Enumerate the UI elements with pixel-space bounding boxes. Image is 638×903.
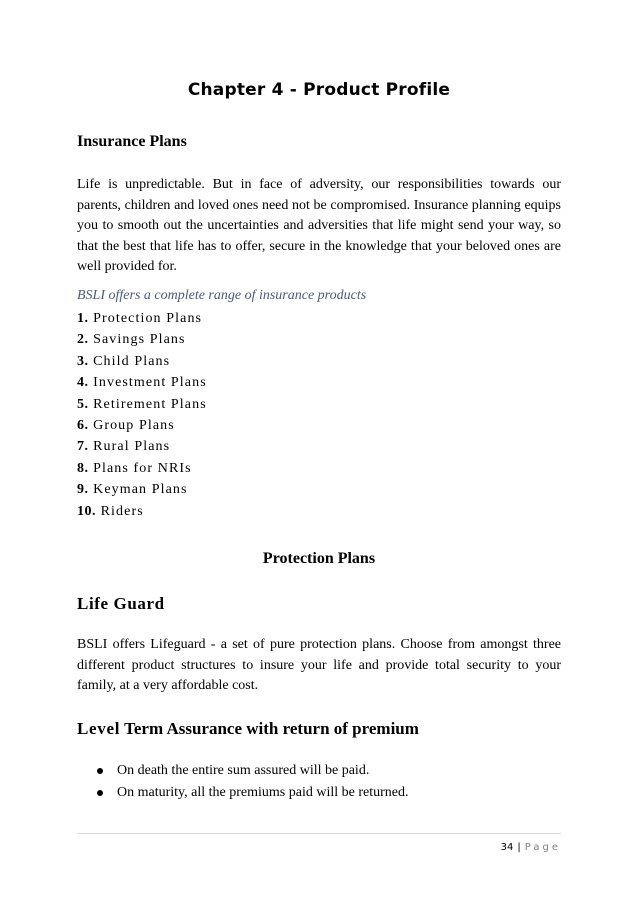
list-item-label: Savings Plans	[93, 332, 186, 348]
chapter-title: Chapter 4 - Product Profile	[187, 80, 451, 100]
list-item	[77, 436, 207, 457]
list-item-number: 10.	[77, 503, 96, 519]
insurance-plans-heading: Insurance Plans	[77, 133, 187, 150]
list-item-label: Investment Plans	[93, 375, 207, 391]
list-item	[77, 308, 207, 329]
page-label: Page	[524, 842, 561, 853]
benefit-bullet-list	[97, 760, 408, 804]
plan-list	[77, 308, 207, 522]
list-item	[97, 782, 408, 804]
level-term-heading-lead: Level	[77, 719, 121, 738]
list-item	[77, 415, 207, 436]
protection-plans-heading: Protection Plans	[262, 550, 376, 567]
list-item-number: 1.	[77, 311, 89, 326]
bullet-text: On maturity, all the premiums paid will be returned.	[117, 785, 409, 800]
bullet-text: On death the entire sum assured will be paid.	[117, 763, 370, 778]
list-item	[97, 760, 408, 782]
level-term-heading	[77, 719, 419, 739]
list-item-number: 7.	[77, 439, 89, 455]
list-item	[77, 329, 207, 350]
list-item	[77, 501, 207, 522]
page-footer	[501, 842, 561, 853]
list-item-label: Child Plans	[93, 353, 171, 369]
list-item	[77, 479, 207, 500]
level-term-heading-rest: Term Assurance with return of premium	[124, 719, 419, 738]
list-item-label: Group Plans	[93, 417, 175, 433]
list-item-number: 9.	[77, 482, 89, 498]
list-item-label: Keyman Plans	[93, 482, 188, 498]
list-item-label: Rural Plans	[93, 439, 171, 455]
list-item-number: 5.	[77, 396, 89, 412]
list-item-number: 2.	[77, 332, 89, 348]
list-item	[77, 351, 207, 372]
list-item-number: 4.	[77, 375, 89, 391]
list-item-label: Plans for NRIs	[93, 460, 192, 476]
list-item	[77, 394, 207, 415]
list-item-label: Protection Plans	[93, 311, 203, 326]
bullet-icon	[97, 790, 103, 796]
life-guard-paragraph: BSLI offers Lifeguard - a set of pure protection plans. Choose from amongst three different product structures to insure your life and provide total security to your family, at a very affordable cost.	[77, 637, 561, 693]
footer-separator: |	[517, 842, 521, 853]
list-item-label: Riders	[100, 503, 144, 519]
footer-divider	[77, 833, 561, 834]
list-item-label: Retirement Plans	[93, 396, 207, 412]
list-item	[77, 458, 207, 479]
products-intro-line: BSLI offers a complete range of insurance products	[77, 288, 367, 303]
list-item	[77, 372, 207, 393]
list-item-number: 8.	[77, 460, 89, 476]
list-item-number: 3.	[77, 353, 89, 369]
list-item-number: 6.	[77, 417, 89, 433]
insurance-plans-paragraph: Life is unpredictable. But in face of adversity, our responsibilities towards our parents, children and loved ones need not be compromised. Insurance planning equips you to smooth out the uncertainties and adversities that life might send your way, so that the best that life has to offer, secure in the knowledge that your beloved ones are well provided for.	[77, 177, 561, 274]
bullet-icon	[97, 768, 103, 774]
page-number: 34	[500, 842, 514, 853]
life-guard-heading: Life Guard	[77, 594, 165, 613]
